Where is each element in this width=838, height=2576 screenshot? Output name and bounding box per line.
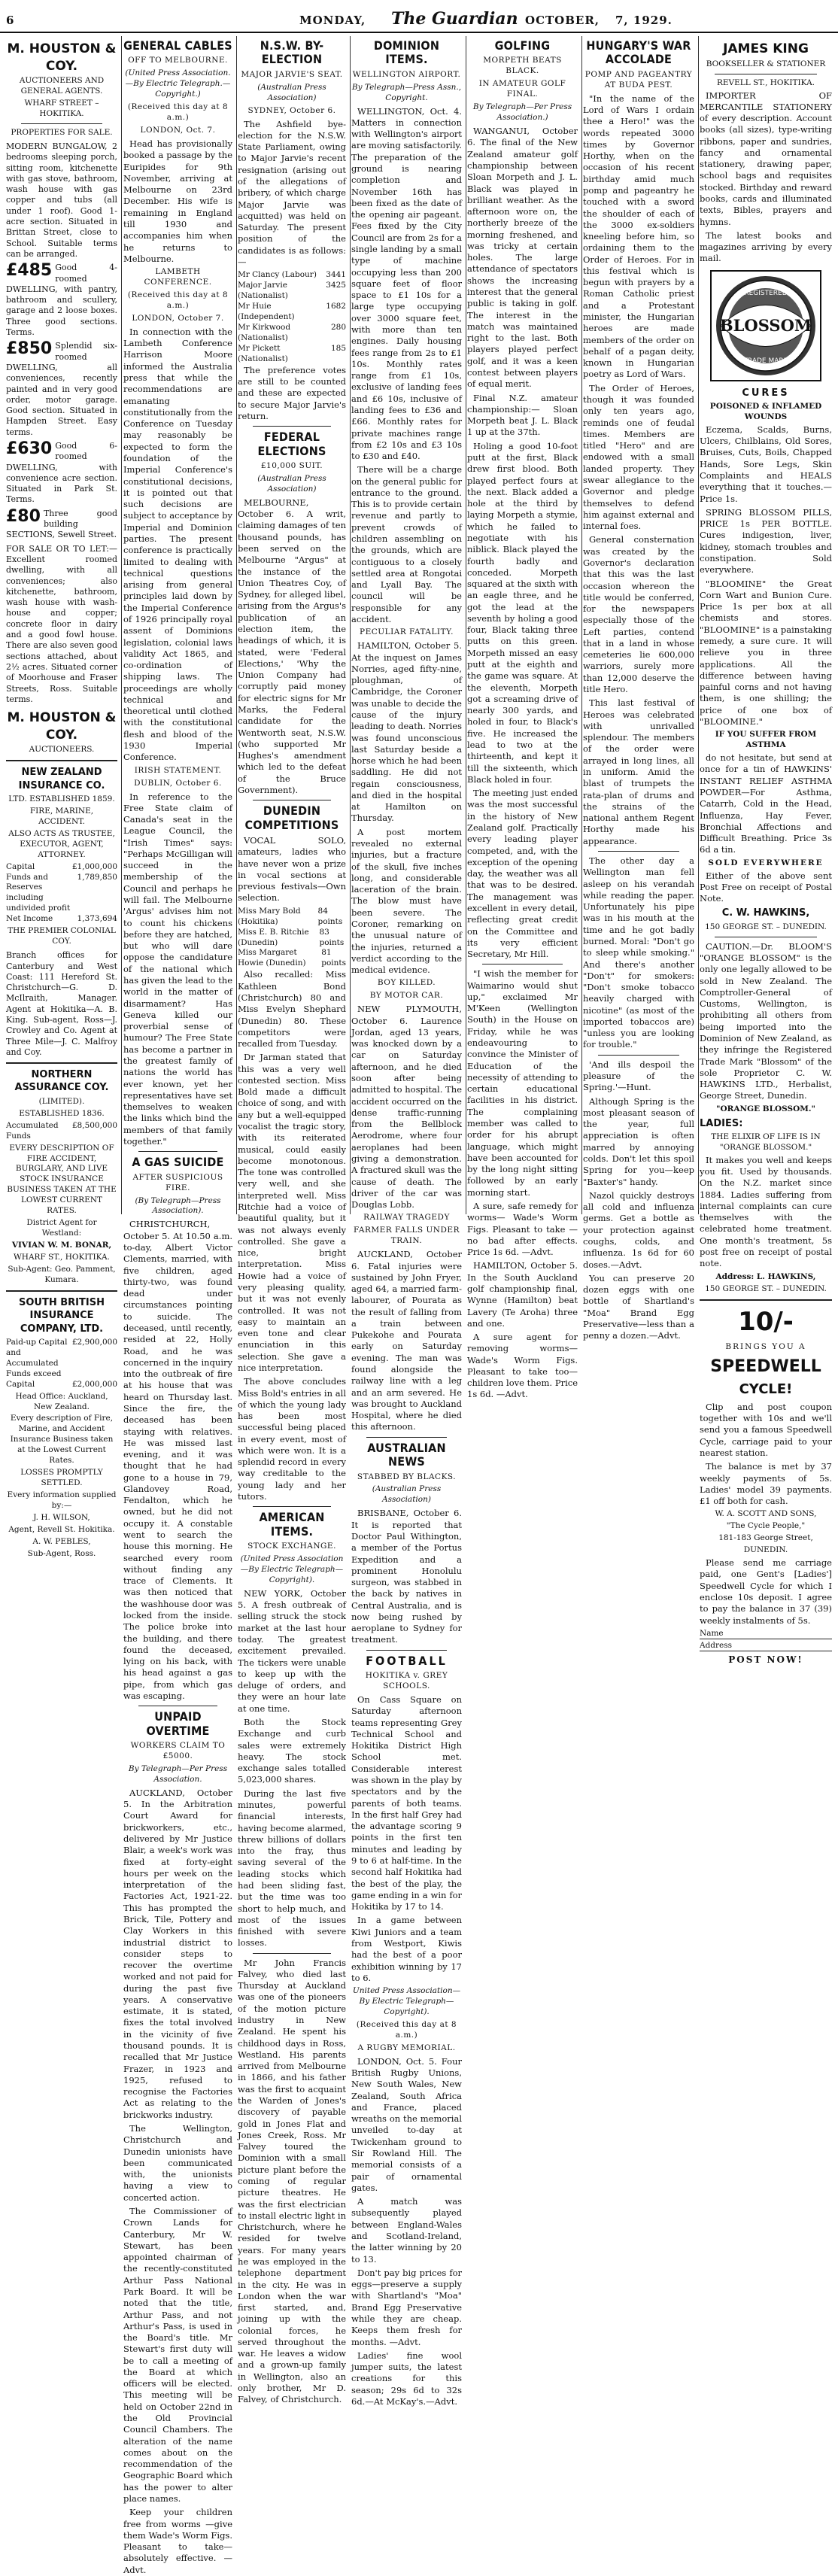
nsw-result-votes: 185 (330, 343, 346, 353)
hu-quote: 'And ills despoil the pleasure of the Spring.'—Hunt. (583, 1059, 694, 1093)
cures-title: CURES (742, 387, 790, 399)
hu-advert-1: The other day a Wellington man fell asleep on his verandah while reading the paper. Unfortunately his pipe was in his mouth at the time and he got badly burned. Moral: "Don't go to sleep while smoking." And there's another "Don't" for smokers: "Don't smoke tobacco heavily charged with nicotine" (as most of the imported tobaccos are) "unless you are looking for trouble." (583, 855, 694, 1050)
dc-results (238, 907, 346, 970)
northern-agent: VIVIAN W. M. BONAR, (11, 1241, 112, 1250)
logo-word: BLOSSOM (719, 315, 812, 335)
gc-received-1: (Received this day at 8 a.m.) (127, 102, 229, 123)
nzi-premier: THE PREMIER COLONIAL COY. (8, 926, 116, 946)
fb-rugby: A RUGBY MEMORIAL. (357, 2043, 456, 2052)
divider (598, 1055, 679, 1056)
hawkins-name: C. W. HAWKINS, (721, 907, 810, 919)
nsw-result-name: Mr Clancy (Labour) (238, 270, 317, 280)
hu-paragraph-4: This last festival of Heroes was celebrated with unrivalled splendour. The members of the order were arrayed in long lines, all in uniform. Amid the blast of trumpets the rata-plan of drums and the strains of the national anthem Regent Horthy made his appearance. (583, 697, 694, 846)
northern-funds-label: Accumulated Funds (6, 1120, 59, 1141)
jk-sub: BOOKSELLER & STATIONER (706, 59, 826, 68)
nsw-result-name: Major Jarvie (Nationalist) (238, 281, 288, 301)
golf-paragraph-1: WANGANUI, October 6. The final of the New Zealand amateur golf championship between Sloan Morpeth and J. L. Black was played in brilliant weather. As the afternoon wore on, the northerly breeze of the morning freshened, and was tricky at certain holes. The large attendance of spectators shows the increasing interest that the general public is taking in golf. The interest in the match was maintained right to the last. Both players played perfect golf, and it was a keen contest between players of equal merit. (467, 126, 578, 390)
houston-sub-2: AUCTIONEERS. (29, 745, 95, 755)
coupon-address-field[interactable] (700, 1641, 832, 1651)
unpaid-overtime-headline: UNPAID OVERTIME (146, 1709, 210, 1738)
houston-title: M. HOUSTON & COY. (7, 41, 117, 74)
speedwell-paragraph-2: The balance is met by 37 weekly payments of 5s. Ladies' model 39 payments. £1 off both for cash. (700, 1461, 832, 1507)
gc-paragraph-3: In reference to the Free State claim of Canada's seat in the League Council, the "Irish Times" says: "Perhaps McGilligan will succeed in the membership of the Council and perhaps he will fail. The Melbourne 'Argus' advises him not to count his chickens before they are hatched, but who will dare oppose the candidature of the national which has given the lead to the world in the matter of disarmament? Has Geneva killed our proverbial sense of humour? The Free State has become a partner in the greatest family of nations the world has ever known, yet her representatives have set themselves to weaken the links which bind the members of that family together." (123, 791, 232, 1147)
dc-result-row (238, 928, 346, 949)
bloomine-ad: "BLOOMINE" the Great Corn Wart and Bunion Cure. Price 1s per box at all chemists and stores. "BLOOMINE" is a painstaking remedy, a sure cure. It will relieve you in three applications. All the difference between having painful corns and not having them, is one shilling; the price of one box of "BLOOMINE." (700, 578, 832, 727)
price-630: £630 (6, 439, 53, 458)
pf-head: PECULIAR FATALITY. (360, 627, 454, 637)
uo-advert: Keep your children free from worms —give them Wade's Worm Figs. Pleasant to take—absolutely effective. —Advt. (123, 2507, 232, 2575)
gc-paragraph-1: Head has provisionally booked a passage by the Euripides for 9th November, arriving at Melbourne on 23rd December. His wife is remaining in England till 1930 and accompanies him when he returns to Melbourne. (123, 138, 232, 264)
coupon-address-label: Address (700, 1640, 733, 1650)
australian-news-headline: AUSTRALIAN NEWS (367, 1440, 446, 1469)
gc-lambeth: LAMBETH CONFERENCE. (144, 267, 212, 287)
golf-sub: MORPETH BEATS BLACK. (483, 56, 562, 76)
northern-funds-value: £8,500,000 (71, 1120, 117, 1130)
gc-source: (United Press Association.—By Electric Telegraph.—Copyright.) (125, 68, 231, 99)
sb-losses: LOSSES PROMPTLY SETTLED. (20, 1468, 103, 1488)
gas-suicide-headline: A GAS SUICIDE (132, 1155, 224, 1170)
gas-source: (By Telegraph—Press Association). (135, 1195, 221, 1216)
property-850-text: Splendid six-roomed DWELLING, all conveniences, recently painted and in very good order, motor garage. Good section. Situated in Hampden Street. Easy terms. (6, 341, 117, 437)
dom-paragraph-1: WELLINGTON, Oct. 4. Matters in connection with Wellington's airport are moving satisfactorily. The preparation of the ground is nearing completion and November 16th has been fixed as the date of the opening air pageant. Fees fixed by the City Council are from 2s for a single landing by a small type of machine occupying less than 200 square feet of floor space to £1 10s for a large type occupying over 3000 square feet, with more than ten engines. Daily housing fees range from 2s to £1 10s. Monthly rates range from £1 10s, exclusive of landing fees and £6 10s, inclusive of landing fees to £36 and £66. Monthly rates for private machines range from £2 10s and £3 10s to £30 and £40. (351, 105, 462, 462)
houston-address: WHARF STREET – HOKITIKA. (24, 99, 99, 119)
am-paragraph-3: During the last five minutes, powerful financial interests, having become alarmed, threw billions of dollars into the fray, thus saving several of the leading stocks which had been sliding fast, but the time was too short to help much, and most of the issues finished with severe losses. (238, 1788, 346, 1949)
ten-shillings: 10/- (738, 1306, 794, 1337)
houston-sub: AUCTIONEERS AND GENERAL AGENTS. (19, 76, 105, 96)
sold-everywhere: SOLD EVERYWHERE (708, 858, 824, 867)
nsw-dateline: SYDNEY, October 6. (247, 105, 336, 115)
sb-info: Every information supplied by:— (7, 1490, 117, 1511)
houston-title-2: M. HOUSTON & COY. (7, 710, 117, 743)
dc-paragraph-4: The above concludes Miss Bold's entries in all of which the young lady has been most successful being placed in every event, most of which were won. It is a splendid record in every way creditable to the young lady and her tutors. (238, 1376, 346, 1502)
nsw-paragraph-2: The preference votes are still to be counted and these are expected to secure Major Jarvie's return. (238, 364, 346, 421)
dc-result-row (238, 948, 346, 969)
sb-every: Every description of Fire, Marine, and Accident Insurance Business taken at the Lowest Current Rates. (10, 1414, 114, 1466)
jk-address: REVELL ST., HOKITIKA. (716, 77, 815, 87)
sb-agent-1: J. H. WILSON, (33, 1513, 90, 1523)
an-source: (Australian Press Association) (372, 1484, 442, 1505)
fb-source: United Press Association—By Electric Telegraph—Copyright). (352, 1986, 461, 2016)
an-paragraph-1: BRISBANE, October 6. It is reported that Doctor Paul Withington, a member of the Portus Expedition and a prominent Honolulu surgeon, was stabbed in the back by natives in Central Australia, and is now being rushed by aeroplane to Sydney for treatment. (351, 1508, 462, 1645)
golf-hamilton: HAMILTON, October 5. In the South Auckland golf championship final, Wynne (Hamilton) beat Lavery (Te Aroha) three and one. (467, 1260, 578, 1329)
uo-paragraph-1: AUCKLAND, October 5. In the Arbitration Court Award for brickworkers, etc., delivered by Mr Justice Blair, a week's work was fixed at forty-eight hours per week on the interpretation of the Factories Act, 1921-22. This has prompted the Brick, Tile, Pottery and Clay Workers in this industrial district to consider steps to recover the overtime worked and not paid for during the past five years. A conservative estimate, it is stated, fixes the total involved in the vicinity of five thousand pounds. It is recalled that Mr Justice Frazer, in 1923 and 1925, refused to recognise the Factories Act as relating to the brickworks industry. (123, 1787, 232, 2120)
dom-sub: WELLINGTON AIRPORT. (352, 69, 461, 79)
american-items-headline: AMERICAN ITEMS. (259, 1510, 325, 1539)
nsw-source: (Australian Press Association) (257, 82, 326, 102)
divider (6, 1062, 117, 1064)
property-630-text: Good 6-roomed DWELLING, with convenience acre section. Situated in Park St. Terms. (6, 441, 117, 505)
price-485: £485 (6, 261, 53, 281)
speedwell-paragraph-1: Clip and post coupon together with 10s and we'll send you a famous Speedwell Cycle, carriage paid to your nearest station. (700, 1401, 832, 1458)
cures-paragraph: Eczema, Scalds, Burns, Ulcers, Chilblains, Old Sores, Bruises, Cuts, Boils, Chapped Hands, Sore Legs, Skin Complaints and HEALS everything that it touches.—Price 1s. (700, 424, 832, 504)
divider (138, 1151, 217, 1152)
gc-dateline-1: LONDON, Oct. 7. (140, 126, 216, 135)
asthma-title: IF YOU SUFFER FROM ASTHMA (715, 730, 817, 750)
nzi-acts: ALSO ACTS AS TRUSTEE, EXECUTOR, AGENT, ATTORNEY. (8, 828, 115, 859)
gc-dateline-2: LONDON, October 7. (132, 313, 224, 323)
property-850 (6, 341, 117, 438)
coupon-name-field[interactable] (700, 1629, 832, 1639)
fb-paragraph-3: LONDON, Oct. 5. Four British Rugby Unions, New South Wales, New Zealand, South Africa and France, placed wreaths on the memorial unveiled to-day at Twickenham ground to Sir Rowland Hill. The memorial consists of a pair of ornamental gates. (351, 2055, 462, 2193)
divider (366, 1437, 447, 1438)
sb-paid (6, 1338, 117, 1380)
logo-bottom-text: TRADE MARK (743, 357, 788, 365)
nsw-result-votes: 280 (330, 323, 346, 333)
dc-result-points: 81 points (321, 948, 346, 968)
sb-capital (6, 1380, 117, 1390)
nsw-headline: N.S.W. BY-ELECTION (260, 38, 324, 67)
property-80-text: Three good building SECTIONS, Sewell Street. (6, 508, 117, 540)
golfing-headline: GOLFING (494, 38, 551, 53)
golf-advert-3: A sure agent for removing worms— Wade's Worm Figs. Pleasant to take too—children love them. Price 1s 6d. —Advt. (467, 1332, 578, 1400)
masthead-day: MONDAY, (299, 14, 366, 27)
divider (253, 426, 331, 427)
property-630 (6, 441, 117, 506)
cures-sub: POISONED & INFLAMED WOUNDS (709, 402, 822, 421)
gc-received-2: (Received this day at 8 a.m.) (127, 290, 229, 311)
nsw-result-name: Mr Huie (Independent) (238, 302, 295, 322)
sb-head-office: Head Office: Auckland, New Zealand. (15, 1391, 108, 1411)
golf-paragraph-2: Final N.Z. amateur championship:— Sloan Morpeth beat J. L. Black 1 up at the 37th. (467, 392, 578, 438)
rt-sub: FARMER FALLS UNDER TRAIN. (354, 1226, 460, 1246)
fb-paragraph-2: In a game between Kiwi Juniors and a team from Westport, Kiwis had the best of a poor exhibition winning by 17 to 6. (351, 1915, 462, 1983)
divider (253, 1506, 331, 1507)
dc-paragraph-3: Dr Jarman stated that this was a very well contested section. Miss Bold made a difficult choice of song, and with any but a well-equipped vocalist the tragic story, with its reiterated musical, could easily become monotonous. The tone was controlled very well, and she interpreted well. Miss Ritchie had a voice of beautiful quality, but it was not always evenly controlled. She gave a nice, bright interpretation. Miss Howie had a voice of very pleasing quality, but it was not evenly controlled. It was not easy to maintain an even tone and clear enunciation in this selection. She gave a nice interpretation. (238, 1052, 346, 1373)
dominion-items-headline: DOMINION ITEMS. (373, 38, 440, 67)
am-source: (United Press Association—By Electric Telegraph—Copyright). (240, 1554, 344, 1584)
am-paragraph-4: Mr John Francis Falvey, who died last Thursday at Auckland was one of the pioneers of the motion picture industry in New Zealand. He spent his childhood days in Ross, Westland. His parents arrived from Melbourne in 1866, and his father was the first to acquaint the Warden of Jones's discovery of payable gold in Jones Flat and Jones Creek, Ross. Mr Falvey toured the Dominion with a small picture plant before the coming of regular picture theatres. He was the first electrician to install electric light in Christchurch, where he resided for twelve years. For many years he was employed in the telephone department in the city. He was in London when the war first started, and, joining up with the colonial forces, he served throughout the war. He leaves a widow and a grown-up family in Wellington, also an only brother, Mr D. Falvey, of Christchurch. (238, 1957, 346, 2405)
hu-paragraph-1: "In the name of the Lord of Wars I ordain thee a Hero!" was the words repeated 3000 times by Governor Horthy, when on the occasion of his recent birthday amid much pomp and pageantry he touched with a sword the shoulder of each of the 3000 ex-soldiers kneeling before him, so ordaining them to the Order of Heroes. For in this festival which is begun with prayers by a Roman Catholic priest and a Protestant minister, the Hungarian heroes are made members of the order on behalf of a pagan deity, known in Hungarian poetry as Lord of Wars. (583, 93, 694, 380)
blossom-trademark-logo (709, 269, 822, 382)
hungary-headline: HUNGARY'S WAR ACCOLADE (586, 38, 691, 67)
dunedin-competitions-headline: DUNEDIN COMPETITIONS (244, 803, 339, 832)
ladies-sub: THE ELIXIR OF LIFE IS IN "ORANGE BLOSSOM." (711, 1132, 821, 1152)
dc-result-points: 83 points (319, 927, 345, 947)
northern-wharf: WHARF ST., HOKITIKA. (14, 1253, 110, 1262)
general-cables-headline: GENERAL CABLES (123, 38, 232, 53)
nsw-paragraph-1: The Ashfield bye-election for the N.S.W. State Parliament, owing to Major Jarvie's recent resignation (arising out of the allegations of bribery, of which charge Major Jarvie was acquitted) was held on Saturday. The present position of the candidates is as follows:— (238, 118, 346, 267)
hawkins-address-label: Address: L. HAWKINS, (715, 1271, 816, 1281)
dc-result-name: Miss Mary Bold (Hokitika) (238, 906, 301, 926)
divider (598, 851, 679, 852)
pf-paragraph-2: A post mortem revealed no external injuries, but a fracture of the skull, five inches long, and considerable laceration of the brain. The blow must have been severe. The Coroner, remarking on the unusual nature of the injuries, returned a verdict according to the medical evidence. (351, 826, 462, 976)
nzi-fire: FIRE, MARINE, ACCIDENT. (29, 806, 94, 826)
nsw-result-votes: 1682 (326, 302, 346, 311)
nsw-result-votes: 3441 (326, 270, 346, 280)
bk-paragraph-1: NEW PLYMOUTH, October 6. Laurence Jordan, aged 13 years, was knocked down by a car on Saturday afternoon, and he died soon after being admitted to hospital. The accident occurred on the dense traffic-running from the Bellblock Aerodrome, where four aeroplanes had been giving a demonstration. A fractured skull was the cause of death. The driver of the car was Douglas Lobb. (351, 1004, 462, 1211)
nsw-result-row (238, 302, 346, 323)
hawkins-address: 150 GEORGE ST. – DUNEDIN. (705, 922, 827, 931)
ladies-title: LADIES: (700, 1117, 743, 1129)
james-king-title: JAMES KING (723, 41, 809, 56)
northern-funds (6, 1121, 117, 1142)
northern-district: District Agent for Westland: (26, 1218, 97, 1238)
nzi-sub: LTD. ESTABLISHED 1859. (8, 794, 115, 803)
dc-result-name: Miss Margaret Howie (Dunedin) (238, 948, 306, 968)
gas-paragraph-1: CHRISTCHURCH, October 5. At 10.50 a.m. to-day, Albert Victor Clements, married, with five children, aged thirty-two, was found dead under circumstances pointing to suicide. The deceased, until recently, resided at 22, Holly Road, and he was concerned in the inquiry into the outbreak of fire at his house that was heard on Thursday last. Since the fire, the deceased has been staying with relatives. He was missed last evening, and it was thought that he had gone to a house in 79, Glandovey Road, Fendalton, which he owned, but he did not occupy it. A constable went to search the house this morning. He searched every room without finding any trace of Clements. It was then noticed that the washhouse door was locked from the inside. The police broke into the building, and there found the deceased, lying on his back, with his head against a gas pipe, from which gas was escaping. (123, 1219, 232, 1701)
for-sale-to-let: FOR SALE OR TO LET:—Excellent roomed dwelling, with all conveniences; also kitchenette, bathroom, wash house with wash-house and copper; concrete floor in dairy and a good fowl house. There are also seven good sections attached, about 2½ acres. Situated corner of Moorhouse and Fraser Streets, Ross. Suitable terms. (6, 543, 117, 704)
divider (6, 760, 117, 761)
divider (6, 1290, 117, 1292)
nzi-branch: Branch offices for Canterbury and West Coast: 111 Hereford St. Christchurch—G. D. McIlraith, Manager. Agent at Hokitika—A. B. King. Sub-agent, Ross—J. Crowley and Co. Agent at Three Mile—J. C. Malfroy and Coy. (6, 950, 117, 1057)
nzi-capital-label: Capital (6, 861, 35, 871)
divider (700, 1299, 832, 1301)
dc-paragraph-1: VOCAL SOLO, amateurs, ladies who have never won a prize in vocal sections at previous festivals—Own selection. (238, 834, 346, 904)
brings-you: BRINGS YOU A (725, 1341, 806, 1351)
gc-off: OFF TO MELBOURNE. (128, 56, 228, 65)
properties-heading: PROPERTIES FOR SALE. (11, 128, 113, 138)
gc-dateline-3: DUBLIN, October 6. (134, 778, 222, 788)
south-british-title: SOUTH BRITISH INSURANCE COMPANY, LTD. (19, 1296, 105, 1335)
dc-result-points: 84 points (317, 906, 343, 926)
divider (21, 123, 102, 124)
bk-sub: BY MOTOR CAR. (369, 991, 444, 1001)
logo-top-text: REGISTERED (744, 289, 788, 297)
scott-firm: W. A. SCOTT AND SONS, (715, 1509, 817, 1519)
fb-sub: HOKITIKA v. GREY SCHOOLS. (365, 1671, 448, 1691)
federal-elections-headline: FEDERAL ELECTIONS (257, 430, 326, 458)
uo-paragraph-3: The Commissioner of Crown Lands for Canterbury, Mr W. Stewart, has been appointed chairman of the recently-constituted Arthur Pass National Park Board. It will be noted that the title, Arthur Pass, and not Arthur's Pass, is used in the Board's title. Mr Stewart's first duty will be to call a meeting of the Board at which officers will be elected. This meeting will be held on October 22nd in the Old Provincial Council Chambers. The alteration of the name comes about on the recommendation of the Geographic Board which has the power to alter place names. (123, 2205, 232, 2504)
column-6 (583, 36, 699, 1341)
sb-agent-2-loc: Sub-Agent, Ross. (27, 1548, 96, 1558)
hu-sub: POMP AND PAGEANTRY AT BUDA PEST. (584, 69, 693, 90)
hu-paragraph-2: The Order of Heroes, though it was founded only ten years ago, reminds one of feudal times. Members are titled "Hero" and are endowed with a small landed property. They swear allegiance to the Governor and pledge themselves to defend him against external and internal foes. (583, 382, 694, 532)
northern-ltd: (LIMITED). (38, 1096, 85, 1106)
property-80 (6, 506, 117, 541)
uo-sub: WORKERS CLAIM TO £5000. (130, 1741, 226, 1760)
fb-paragraph-4: A match was subsequently played between England-Wales and Scotland-Ireland, the latter winning by 20 to 13. (351, 2196, 462, 2265)
uo-source: By Telegraph—Per Press Association. (128, 1763, 228, 1784)
ladies-paragraph: It makes you well and keeps you fit. Used by thousands. On the N.Z. market since 1884. Ladies suffering from internal complaints can cure themselves with the celebrated home treatment. One month's treatment, 5s post free on receipt of postal note. (700, 1154, 832, 1269)
nsw-result-votes: 3425 (326, 281, 346, 290)
nzi-reserves-label: Funds and Reserves including undivided profit (6, 872, 71, 913)
divider (253, 1953, 331, 1954)
gas-sub: AFTER SUSPICIOUS FIRE. (132, 1172, 223, 1192)
spring-blossom-pills: SPRING BLOSSOM PILLS, PRICE 1s PER BOTTLE. Cures indigestion, liver, kidney, stomach troubles and constipation. Sold everywhere. (700, 506, 832, 576)
page-number: 6 (6, 14, 15, 27)
northern-title: NORTHERN ASSURANCE COY. (14, 1069, 109, 1094)
dc-result-name: Miss E. B. Ritchie (Dunedin) (238, 927, 309, 947)
nzi-capital-value: £1,000,000 (71, 861, 117, 871)
coupon-name-label: Name (700, 1628, 724, 1638)
pf-paragraph-1: HAMILTON, October 5. At the inquest on James Norries, aged fifty-nine, ploughman, of Cambridge, the Coroner was unable to decide the cause of the injury leading to death. Norries was found unconscious last Saturday beside a horse which he had been saddling. He did not regain consciousness, and died in the hospital at Hamilton on Thursday. (351, 640, 462, 824)
gc-irish: IRISH STATEMENT. (134, 765, 222, 775)
nsw-result-row (238, 281, 346, 302)
fb-advert-2: Ladies' fine wool jumper suits, the latest creations for this season; 29s 6d to 32s 6d.—At McKay's.—Advt. (351, 2350, 462, 2407)
scott-firm-2: "The Cycle People," (726, 1521, 806, 1531)
jk-paragraph-2: The latest books and magazines arriving by every mail. (700, 229, 832, 264)
column-1 (6, 36, 122, 1558)
speedwell-title: SPEEDWELL (710, 1356, 821, 1376)
northern-est: ESTABLISHED 1836. (19, 1108, 105, 1118)
either-above: Either of the above sent Post Free on receipt of Postal Note. (700, 870, 832, 904)
northern-subagent: Sub-Agent: Geo. Pamment, Kumara. (8, 1265, 116, 1284)
sb-capital-value: £2,000,000 (71, 1379, 117, 1389)
column-5 (467, 36, 582, 1400)
masthead-paper-name: The Guardian (391, 9, 518, 29)
fe-sub: £10,000 SUIT. (260, 461, 323, 471)
nzi-income-value: 1,373,694 (77, 914, 117, 924)
football-headline: FOOTBALL (366, 1653, 448, 1668)
nsw-result-row (238, 270, 346, 281)
nzi-title: NEW ZEALAND INSURANCE CO. (18, 767, 105, 791)
nzi-capital (6, 862, 117, 873)
hawkins-address-2: 150 GEORGE ST. – DUNEDIN. (705, 1283, 827, 1293)
golf-paragraph-3: Holing a good 10-foot putt at the first, Black drew first blood. Both played perfect fours at the next. Black added a hole at the third by laying Morpeth a stymie, which he failed to negotiate with his niblick. Black played the fourth badly and conceded. Morpeth squared at the sixth with an eagle three, and he got the lead at the seventh by holing a good four, Black taking three putts on this green. Morpeth missed an easy putt at the eighth and the game was square. At the eleventh, Morpeth got a screaming drive of nearly 300 yards, and holed in four, to Black's five. He increased the lead to two at the thirteenth, and kept it till the sixteenth, which Black holed in four. (467, 440, 578, 785)
masthead-date: 7, 1929. (615, 14, 673, 27)
nsw-sub: MAJOR JARVIE'S SEAT. (241, 69, 343, 79)
fe-source: (Australian Press Association) (257, 473, 326, 494)
nsw-result-name: Mr Kirkwood (Nationalist) (238, 323, 291, 342)
golf-source: By Telegraph—Per Press Association.) (472, 102, 572, 123)
hu-paragraph-3: General consternation was created by the Governor's declaration that this was the last occasion whereon the title would be conferred, for the newspapers especially those of the Left parties, contend that in a land in whose cemeteries lie 600,000 warriors, surely more than 12,000 deserve the title Hero. (583, 534, 694, 695)
am-sub: STOCK EXCHANGE. (247, 1542, 336, 1551)
column-4 (351, 36, 466, 2407)
coupon-text: Please send me carriage paid, one Gent's [Ladies'] Speedwell Cycle for which I enclose 10s deposit. I agree to pay the balance in 37 (39) weekly instalments of 5s. (700, 1557, 832, 1626)
rt-paragraph-1: AUCKLAND, October 6. Fatal injuries were sustained by John Fryer, aged 64, a married farm-labourer, of Pourata as the result of falling from a train between Pukekohe and Pourata early on Saturday evening. The man was found alongside the railway line with a leg and an arm severed. He was brought to Auckland Hospital, where he died this afternoon. (351, 1249, 462, 1432)
hu-advert-4: You can preserve 20 dozen eggs with one bottle of Shartland's "Moa" Brand Egg Preservative—less than a penny a dozen.—Advt. (583, 1272, 694, 1341)
asthma-paragraph: do not hesitate, but send at once for a tin of HAWKINS' INSTANT RELIEF ASTHMA POWDER—For Asthma, Catarrh, Cold in the Head, Influenza, Hay Fever, Bronchial Affections and Difficult Breathing. Price 3s 6d a tin. (700, 752, 832, 855)
sb-paid-label: Paid-up Capital and Accumulated Funds exceed (6, 1337, 68, 1378)
dc-paragraph-2: Also recalled: Miss Kathleen Bond (Christchurch) 80 and Miss Evelyn Shephard (Dunedin) 80. These competitors were recalled from Tuesday. (238, 969, 346, 1050)
an-sub: STABBED BY BLACKS. (357, 1472, 457, 1481)
sb-agent-1-loc: Agent, Revell St. Hokitika. (8, 1524, 115, 1534)
hu-advert-3: Nazol quickly destroys all cold and influenza germs. Get a bottle as your protection against coughs, colds, and influenza. 1s 6d for 60 doses.—Advt. (583, 1189, 694, 1270)
fb-advert-1: Don't pay big prices for eggs—preserve a supply with Shartland's "Moa" Brand Egg Preservative while they are cheap. Keeps them fresh for months. —Advt. (351, 2267, 462, 2347)
column-3 (238, 36, 351, 2405)
golf-paragraph-4: The meeting just ended was the most successful in the history of New Zealand golf. Practically every leading player competed, and, with the exception of the opening day, the weather was all that was to be desired. The management was excellent in every detail, reflecting great credit on the Committee and its very efficient Secretary, Mr Hill. (467, 788, 578, 960)
northern-desc: EVERY DESCRIPTION OF FIRE ACCIDENT, BURGLARY, AND LIVE STOCK INSURANCE BUSINESS TAKEN AT THE LOWEST CURRENT RATES. (7, 1143, 117, 1216)
blossom-logo-icon (709, 269, 822, 382)
scott-firm-4: DUNEDIN. (743, 1545, 788, 1555)
jk-paragraph-1: IMPORTER OF MERCANTILE STATIONERY of every description. Account books (all sizes), type-writing ribbons, paper and sundries, fancy and ornamental stationery, drawing paper, school bags and requisites stocked. Birthday and reward books, cards and illuminated texts, Bibles, prayers and hymns. (700, 90, 832, 227)
scott-firm-3: 181-183 George Street, (718, 1533, 813, 1543)
nsw-result-name: Mr Pickett (Nationalist) (238, 343, 288, 363)
dom-source: By Telegraph—Press Assn., Copyright. (351, 82, 462, 102)
fb-paragraph-1: On Cass Square on Saturday afternoon teams representing Grey Technical School and Hokitika District High School met. Considerable interest was shown in the play by spectators and by the parents of both teams. In the first half Grey had the advantage scoring 9 points in the first ten minutes and leading by 9 to 6 at half-time. In the second half Hokitika had the best of the play, the game ending in a win for Hokitika by 17 to 14. (351, 1694, 462, 1912)
property-485-text: Good 4-roomed DWELLING, with pantry, bathroom and scullery, garage and 2 loose boxes. Three good sections. Terms. (6, 263, 117, 338)
nzi-income-label: Net Income (6, 914, 53, 924)
fb-received: (Received this day at 8 a.m.) (356, 2019, 457, 2040)
dom-paragraph-2: There will be a charge on the general public for entrance to the ground. This is to provide certain revenue and partly to prevent crowds of children assembling on the grounds, which are contiguous to a closely settled area at Rongotai and Lyall Bay. The council will be responsible for any accident. (351, 464, 462, 625)
post-now: POST NOW! (728, 1654, 803, 1665)
nzi-reserves-value: 1,789,850 (77, 872, 117, 882)
nzi-reserves (6, 873, 117, 915)
cycle-title: CYCLE! (739, 1381, 793, 1397)
gc-paragraph-2: In connection with the Lambeth Conference Harrison Moore informed the Australia press that while the recommendations are emanating constitutionally from the Conference on Tuesday may reasonably be expected to form the foundation of the Imperial Conference's constitutional decisions, it is pointed out that such decisions are subject to acceptance by Imperial and Dominion parties. The present conference is practically limited to dealing with technical questions arising from general principles laid down by the Imperial Conference of 1926 principally royal assent of Dominions legislation, colonial laws validity Act 1865, and co-ordination of shipping laws. The proceedings are wholly technical and theoretical until clothed with the constitutional flesh and blood of the 1930 Imperial Conference. (123, 326, 232, 763)
price-80: £80 (6, 506, 41, 526)
golf-advert-1: "I wish the member for Waimarino would shut up," exclaimed Mr M'Keen (Wellington South) in the House on Friday, while he was endeavouring to convince the Minister of Education of the necessity of attending to certain educational facilities in his district. The complaining member was called to order for his abrupt language, which might have been accounted for by the long night sitting followed by an early morning start. (467, 968, 578, 1198)
sb-paid-value: £2,900,000 (71, 1337, 117, 1347)
caution-paragraph: CAUTION.—Dr. BLOOM'S "ORANGE BLOSSOM" is the only one legally allowed to be sold in New Zealand. The Comptroller-General of Customs, Wellington, is prohibiting all others from being imported into the Dominion of New Zealand, as they infringe the Registered Trade Mark "Blossom" of the sole Proprietor C. W. HAWKINS LTD., Herbalist, George Street, Dunedin. (700, 940, 832, 1101)
nsw-results (238, 270, 346, 365)
column-7 (700, 36, 832, 1665)
sb-capital-label: Capital (6, 1379, 35, 1389)
price-850: £850 (6, 339, 53, 359)
sb-agent-2: A. W. PEBLES, (32, 1536, 91, 1546)
divider (366, 1650, 447, 1651)
golf-advert-2: A sure, safe remedy for worms— Wade's Worm Figs. Pleasant to take —no bad after effects. Price 1s 6d. —Advt. (467, 1200, 578, 1258)
bk-head: BOY KILLED. (377, 978, 436, 988)
masthead-month: OCTOBER, (525, 14, 600, 27)
masthead (0, 6, 838, 33)
am-paragraph-1: NEW YORK, October 5. A fresh outbreak of selling struck the stock market at the last hour today. The greatest excitement prevailed. The tickers were unable to keep up with the deluge of orders, and they were an hour late at one time. (238, 1587, 346, 1714)
nsw-result-row (238, 323, 346, 344)
dc-result-row (238, 907, 346, 928)
am-paragraph-2: Both the Stock Exchange and curb sales were extremely heavy. The stock exchange sales totalled 5,023,000 shares. (238, 1717, 346, 1785)
property-485 (6, 263, 117, 338)
nsw-result-row (238, 344, 346, 365)
uo-paragraph-2: The Wellington, Christchurch and Dunedin unionists have been communicated with, the unionists having a view to concerted action. (123, 2123, 232, 2203)
nzi-income (6, 914, 117, 925)
property-1: MODERN BUNGALOW, 2 bedrooms sleeping porch, sitting room, kitchenette with gas stove, bathroom, wash house with gas copper and tubs (all under 1 roof). Good 1-acre section. Situated in Brittan Street, close to School. Suitable terms can be arranged. (6, 141, 117, 259)
rt-head: RAILWAY TRAGEDY (363, 1213, 450, 1223)
golf-sub-2: IN AMATEUR GOLF FINAL. (478, 79, 566, 99)
orange-blossom-title: "ORANGE BLOSSOM." (716, 1104, 815, 1113)
hu-advert-2: Although Spring is the most pleasant season of the year, full appreciation is often marred by annoying colds. Don't let this spoil Spring for you—keep "Baxter's" handy. (583, 1095, 694, 1187)
column-2 (123, 36, 237, 2575)
fe-paragraph-1: MELBOURNE, October 6. A writ, claiming damages of ten thousand pounds, has been served on the Melbourne "Argus" at the instance of the Union Theatres Coy, of Sydney, for alleged libel, arising from the Argus's publication of an election item, the headings of which, it is stated, were 'Federal Elections,' 'Why the Union Company had corruptly paid money for electric signs for Mr Marks, the Federal candidate for the Wentworth seat, N.S.W. (who supported Mr Hughes's amendment which led to the defeat of the Bruce Government). (238, 497, 346, 795)
